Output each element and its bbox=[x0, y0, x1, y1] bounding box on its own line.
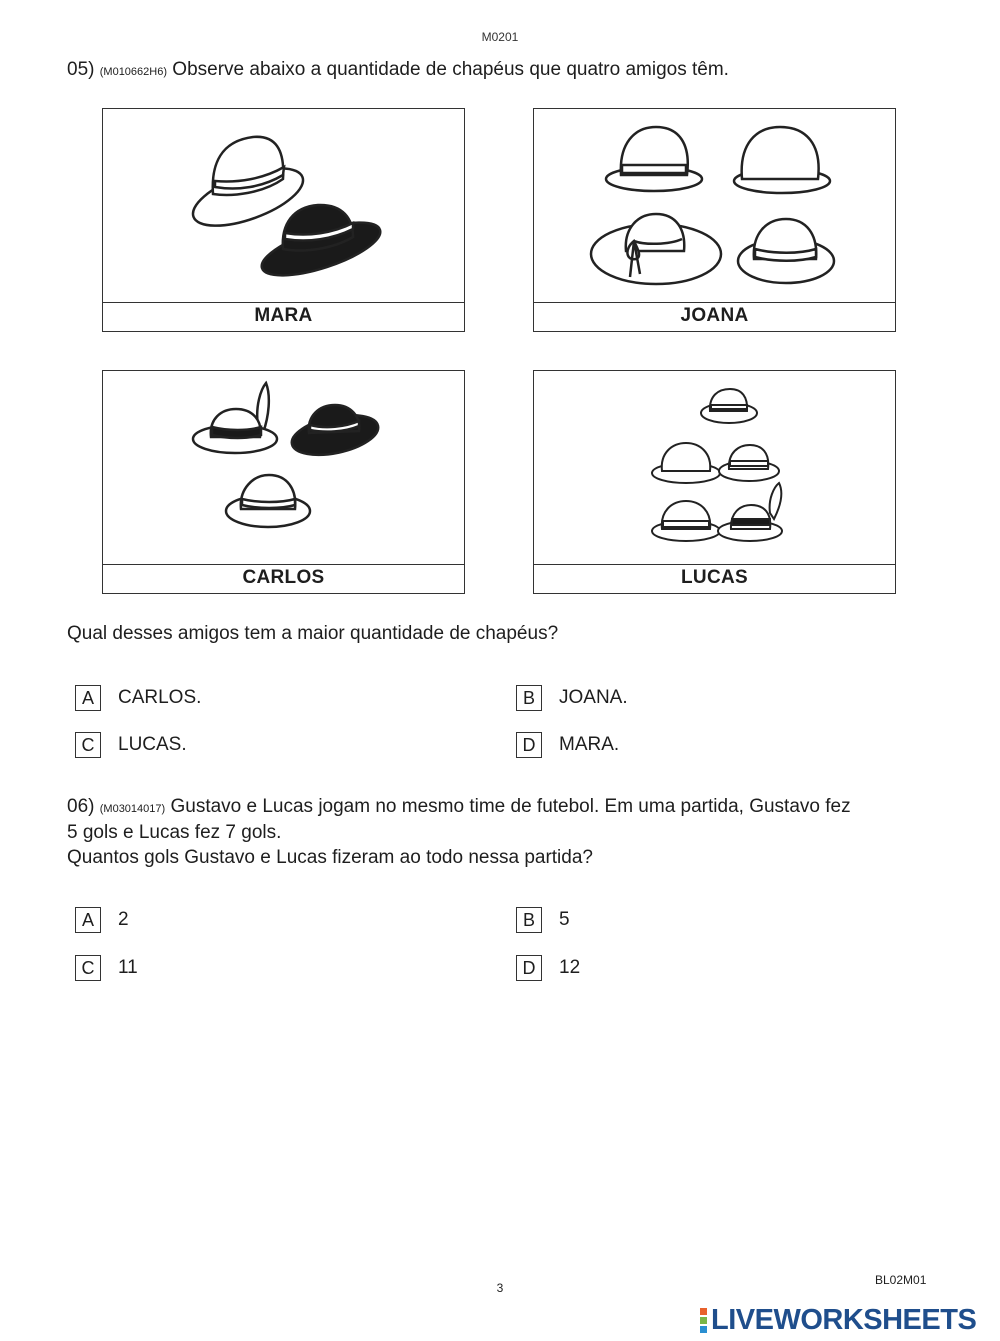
option-text: 11 bbox=[118, 957, 138, 978]
panel-art bbox=[534, 109, 895, 303]
question-number: 06) bbox=[67, 796, 95, 817]
logo-icon bbox=[700, 1307, 707, 1334]
black-fedora-icon bbox=[288, 405, 382, 462]
fedora-hat-icon bbox=[738, 219, 834, 283]
option-a[interactable] bbox=[75, 907, 129, 933]
question-code: (M03014017) bbox=[99, 803, 166, 815]
option-text: LUCAS. bbox=[118, 734, 187, 755]
question-6-line-1 bbox=[67, 794, 851, 822]
option-letter: A bbox=[75, 685, 101, 711]
option-letter: C bbox=[75, 732, 101, 758]
option-c[interactable] bbox=[75, 955, 138, 981]
panel-lucas bbox=[533, 370, 896, 594]
question-5-prompt: Qual desses amigos tem a maior quantidade de chapéus? bbox=[67, 623, 559, 644]
panel-name: LUCAS bbox=[681, 567, 748, 588]
option-text: 2 bbox=[118, 909, 129, 930]
footer-code: BL02M01 bbox=[875, 1273, 927, 1287]
option-d[interactable] bbox=[516, 732, 619, 758]
header-code: M0201 bbox=[481, 30, 519, 44]
option-text: 5 bbox=[559, 909, 570, 930]
panel-mara bbox=[102, 108, 465, 332]
question-text: Observe abaixo a quantidade de chapéus que quatro amigos têm. bbox=[172, 59, 729, 80]
question-number: 05) bbox=[67, 59, 95, 80]
brand-name: LIVEWORKSHEETS bbox=[711, 1304, 977, 1336]
option-a[interactable] bbox=[75, 685, 201, 711]
option-letter: B bbox=[516, 907, 542, 933]
option-text: 12 bbox=[559, 957, 581, 978]
panel-name: JOANA bbox=[680, 305, 749, 326]
question-code: (M010662H6) bbox=[99, 66, 168, 78]
option-letter: C bbox=[75, 955, 101, 981]
fedora-hat-icon bbox=[701, 389, 757, 423]
bowler-hat-icon bbox=[652, 443, 720, 483]
option-letter: D bbox=[516, 732, 542, 758]
option-letter: B bbox=[516, 685, 542, 711]
option-b[interactable] bbox=[516, 685, 628, 711]
panel-art bbox=[534, 371, 895, 565]
question-6-line-3: Quantos gols Gustavo e Lucas fizeram ao todo nessa partida? bbox=[67, 847, 593, 868]
panel-name: MARA bbox=[254, 305, 313, 326]
option-letter: D bbox=[516, 955, 542, 981]
option-letter: A bbox=[75, 907, 101, 933]
bowler-hat-icon bbox=[606, 127, 702, 191]
page-number: 3 bbox=[496, 1281, 504, 1295]
panel-joana bbox=[533, 108, 896, 332]
hat-with-feather-icon bbox=[193, 383, 277, 453]
bowler-hat-icon bbox=[652, 501, 720, 541]
question-5-title bbox=[67, 57, 729, 85]
question-text: Gustavo e Lucas jogam no mesmo time de futebol. Em uma partida, Gustavo fez bbox=[170, 796, 851, 817]
fedora-hat-icon bbox=[719, 445, 779, 481]
black-fedora-icon bbox=[256, 205, 386, 286]
panel-carlos bbox=[102, 370, 465, 594]
liveworksheets-logo[interactable] bbox=[700, 1304, 976, 1337]
panel-name: CARLOS bbox=[242, 567, 325, 588]
option-text: JOANA. bbox=[559, 687, 628, 708]
option-b[interactable] bbox=[516, 907, 570, 933]
question-6-line-2: 5 gols e Lucas fez 7 gols. bbox=[67, 822, 282, 843]
option-text: MARA. bbox=[559, 734, 620, 755]
panel-art bbox=[103, 109, 464, 303]
fedora-hat-icon bbox=[226, 475, 310, 527]
sun-hat-with-bow-icon bbox=[591, 214, 721, 284]
panel-art bbox=[103, 371, 464, 565]
hat-with-feather-icon bbox=[718, 483, 782, 541]
option-text: CARLOS. bbox=[118, 687, 202, 708]
option-d[interactable] bbox=[516, 955, 580, 981]
bowler-hat-icon bbox=[734, 127, 830, 193]
option-c[interactable] bbox=[75, 732, 187, 758]
